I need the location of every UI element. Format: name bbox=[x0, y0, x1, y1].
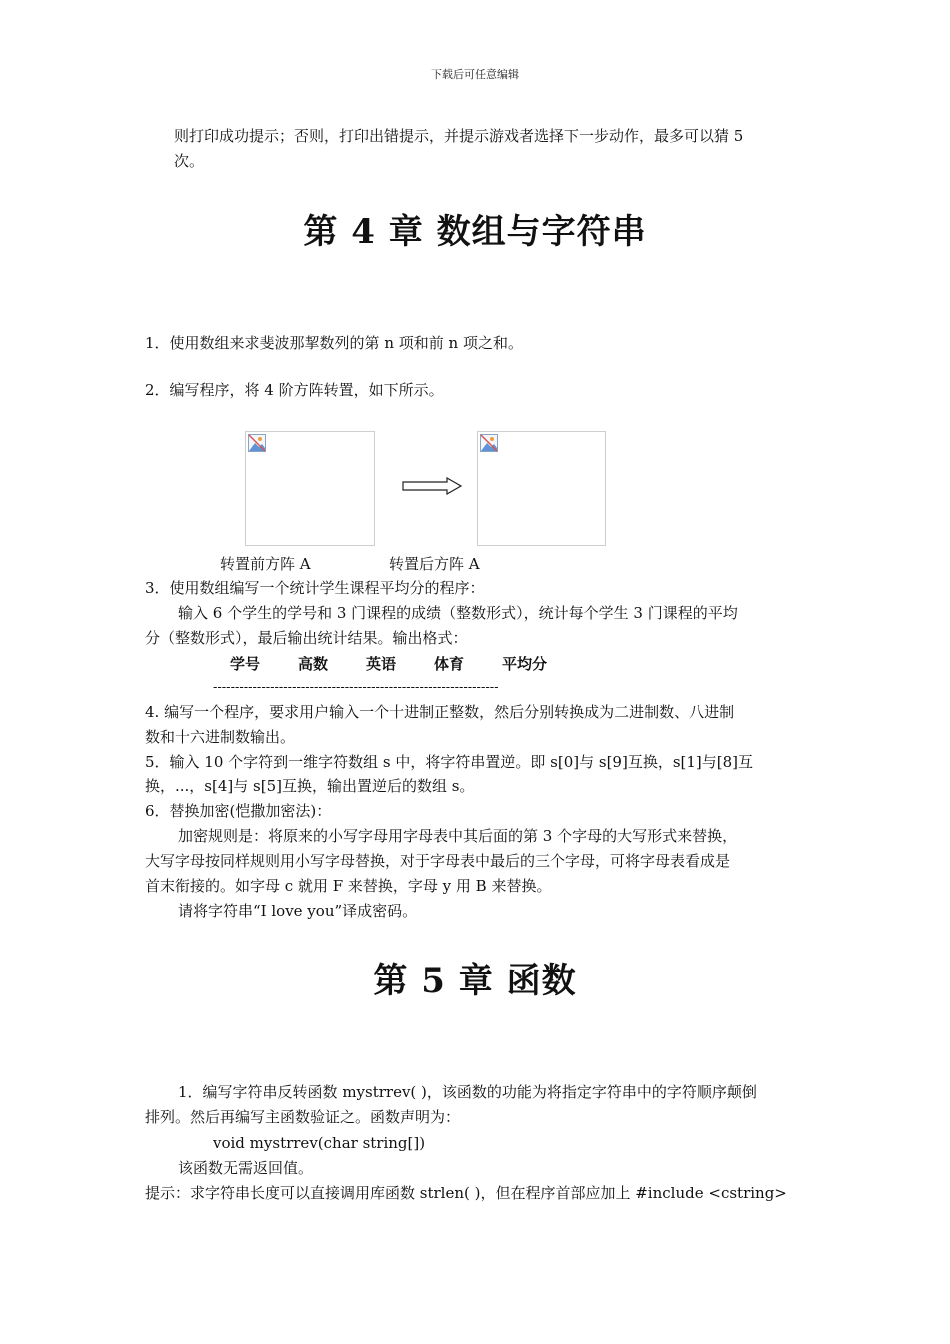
question-4-5-line-1: 5．输入 10 个字符到一维字符数组 s 中，将字符串置逆。即 s[0]与 s[9]互换，s[1]与[8]互 bbox=[145, 753, 754, 771]
broken-image-icon bbox=[480, 434, 498, 452]
matrix-before-image bbox=[245, 431, 375, 546]
question-4-6-line-4: 请将字符串“I love you”译成密码。 bbox=[178, 902, 418, 920]
question-5-1-hint: 提示：求字符串长度可以直接调用库函数 strlen( )，但在程序首部应加上 #include <cstring> bbox=[145, 1184, 787, 1202]
question-4-6-line-2: 大写字母按同样规则用小写字母替换，对于字母表中最后的三个字母，可将字母表看成是 bbox=[145, 852, 731, 870]
question-4-6-line-1: 加密规则是：将原来的小写字母用字母表中其后面的第 3 个字母的大写形式来替换， bbox=[178, 827, 738, 845]
question-4-4-line-2: 数和十六进制数输出。 bbox=[145, 728, 296, 746]
table-header-pe: 体育 bbox=[434, 655, 465, 673]
broken-image-icon bbox=[248, 434, 266, 452]
intro-line-1: 则打印成功提示；否则，打印出错提示，并提示游戏者选择下一步动作，最多可以猜 5 bbox=[174, 127, 744, 145]
caption-after: 转置后方阵 A bbox=[389, 555, 480, 573]
table-header-math: 高数 bbox=[298, 655, 329, 673]
caption-before: 转置前方阵 A bbox=[220, 555, 311, 573]
question-4-3: 3．使用数组编写一个统计学生课程平均分的程序： bbox=[145, 579, 485, 597]
function-declaration: void mystrrev(char string[]) bbox=[213, 1134, 426, 1152]
question-4-2: 2．编写程序，将 4 阶方阵转置，如下所示。 bbox=[145, 381, 444, 399]
transpose-arrow-icon bbox=[401, 477, 463, 495]
question-4-5-line-2: 换，...，s[4]与 s[5]互换，输出置逆后的数组 s。 bbox=[145, 777, 475, 795]
question-4-3-line-1: 输入 6 个学生的学号和 3 门课程的成绩（整数形式），统计每个学生 3 门课程的平均 bbox=[178, 604, 738, 622]
question-4-3-line-2: 分（整数形式），最后输出统计结果。输出格式： bbox=[145, 629, 468, 647]
question-5-1-line-3: 该函数无需返回值。 bbox=[178, 1159, 314, 1177]
question-4-6: 6．替换加密(恺撒加密法)： bbox=[145, 802, 332, 820]
intro-line-2: 次。 bbox=[174, 152, 205, 170]
matrix-after-image bbox=[477, 431, 606, 546]
page-header: 下载后可任意编辑 bbox=[431, 68, 519, 81]
chapter-5-title: 第 5 章 函数 bbox=[373, 961, 577, 1001]
question-4-6-line-3: 首末衔接的。如字母 c 就用 F 来替换，字母 y 用 B 来替换。 bbox=[145, 877, 552, 895]
question-4-1: 1．使用数组来求斐波那挈数列的第 n 项和前 n 项之和。 bbox=[145, 334, 523, 352]
question-4-4-line-1: 4. 编写一个程序，要求用户输入一个十进制正整数，然后分别转换成为二进制数、八进制 bbox=[145, 703, 735, 721]
table-header-id: 学号 bbox=[230, 655, 261, 673]
table-header-average: 平均分 bbox=[502, 655, 548, 673]
table-divider: ----------------------------------------------------------------- bbox=[213, 680, 499, 695]
question-5-1-line-2: 排列。然后再编写主函数验证之。函数声明为： bbox=[145, 1108, 461, 1126]
chapter-4-title: 第 4 章 数组与字符串 bbox=[303, 212, 647, 252]
table-header-english: 英语 bbox=[366, 655, 397, 673]
question-5-1-line-1: 1．编写字符串反转函数 mystrrev( )，该函数的功能为将指定字符串中的字符顺序颠倒 bbox=[178, 1083, 757, 1101]
